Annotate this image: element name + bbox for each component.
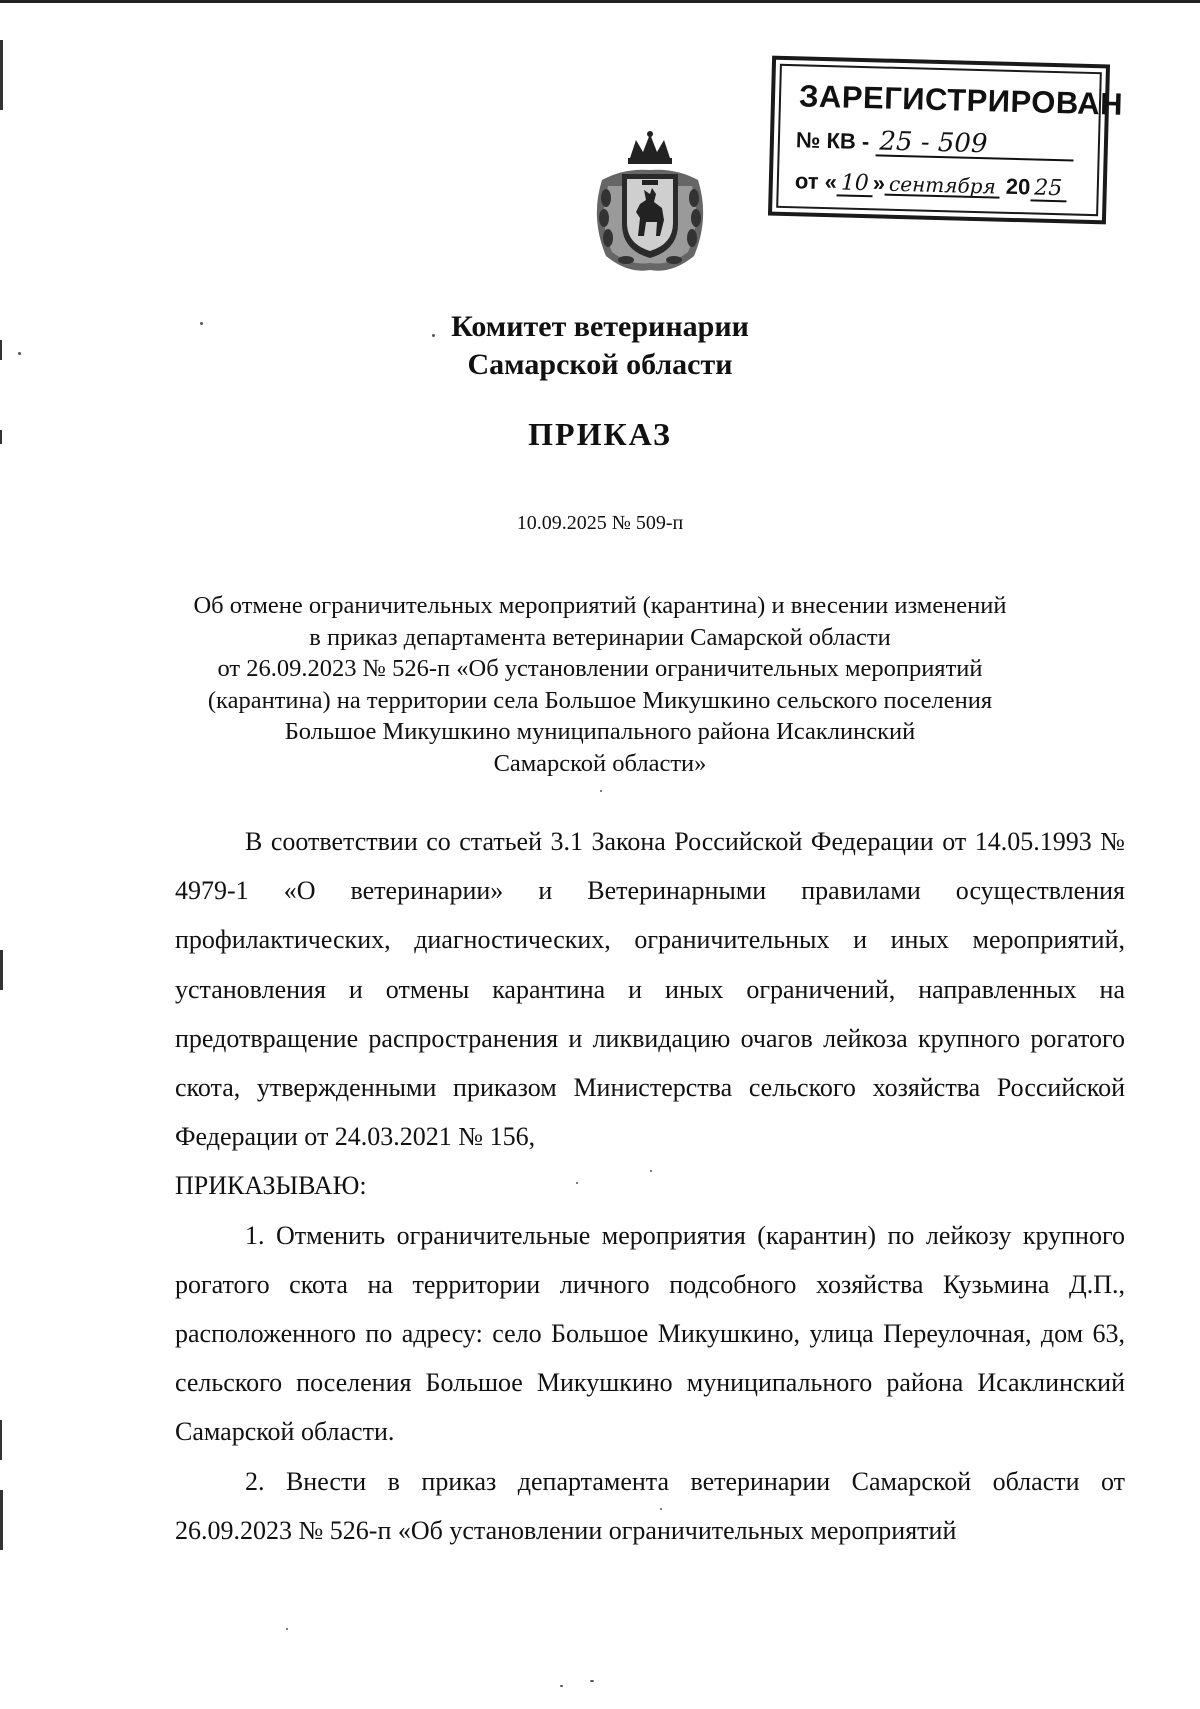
scan-speck	[650, 1170, 652, 1172]
organization-name-line2: Самарской области	[467, 348, 733, 381]
order-word: ПРИКАЗЫВАЮ:	[175, 1171, 367, 1201]
preamble-paragraph: В соответствии со статьей 3.1 Закона Российской Федерации от 14.05.1993 № 4979-1 «О ветеринарии» и Ветеринарными правилами осуществления профилактических, диагностических, ограничительных и иных мероприятий, установления и отмены карантина и иных ограничений, направленных на предотвращение распространения и ликвидацию очагов лейкоза крупного рогатого скота, утвержденными приказом Министерства сельского хозяйства Российской Федерации от 24.03.2021 № 156,	[175, 827, 1125, 1152]
stamp-date-day: 10	[837, 172, 874, 197]
stamp-date-prefix: от «	[794, 168, 838, 195]
subject-line: от 26.09.2023 № 526-п «Об установлении ограничительных мероприятий	[217, 655, 983, 683]
scan-speck	[660, 1508, 662, 1510]
order-item-1: 1. Отменить ограничительные мероприятия (карантин) по лейкозу крупного рогатого скота на территории личного подсобного хозяйства Кузьмина Д.П., расположенного по адресу: село Большое Микушкино, улица Переулочная, дом 63, сельского поселения Большое Микушкино муниципального района Исаклинский Самарской области.	[175, 1220, 1125, 1447]
stamp-date-month: сентября	[885, 174, 1000, 199]
scan-speck	[600, 790, 602, 792]
registration-stamp	[768, 56, 1124, 225]
scan-speck	[432, 334, 435, 337]
document-type: ПРИКАЗ	[528, 416, 672, 452]
stamp-title: ЗАРЕГИСТРИРОВАН	[798, 78, 1124, 122]
subject-line: Самарской области»	[493, 749, 707, 777]
stamp-number-handwritten: 25 - 509	[875, 128, 1074, 161]
document-body	[175, 817, 1125, 1555]
coat-of-arms-emblem	[580, 128, 720, 276]
scan-speck	[286, 1628, 288, 1630]
subject-line: в приказ департамента ветеринарии Самарской области	[309, 623, 891, 651]
document-subject	[160, 590, 1040, 780]
subject-line: Большое Микушкино муниципального района Исаклинский	[284, 718, 916, 746]
document-date-number: 10.09.2025 № 509-п	[516, 512, 684, 534]
stamp-date-line	[795, 168, 1067, 202]
scan-speck	[590, 1680, 594, 1682]
stamp-date-mid: »	[872, 170, 886, 196]
organization-name-line1: Комитет ветеринарии	[451, 310, 749, 343]
stamp-date-year-prefix: 20	[1005, 173, 1031, 200]
subject-line: Об отмене ограничительных мероприятий (карантина) и внесении изменений	[193, 592, 1007, 619]
organization-name	[0, 308, 1200, 384]
scan-top-edge	[0, 0, 1200, 3]
scan-left-edge-marks	[0, 0, 8, 1709]
stamp-number-line	[796, 126, 1074, 161]
stamp-number-prefix: № КВ -	[795, 127, 870, 155]
scan-speck	[560, 1685, 563, 1687]
scan-speck	[200, 322, 203, 325]
scan-speck	[576, 1182, 578, 1184]
order-item-2: 2. Внести в приказ департамента ветеринарии Самарской области от 26.09.2023 № 526-п «Об установлении ограничительных мероприятий	[175, 1466, 1125, 1545]
subject-line: (карантина) на территории села Большое Микушкино сельского поселения	[207, 686, 993, 714]
stamp-date-year: 25	[1030, 177, 1067, 202]
scan-speck	[18, 352, 21, 355]
